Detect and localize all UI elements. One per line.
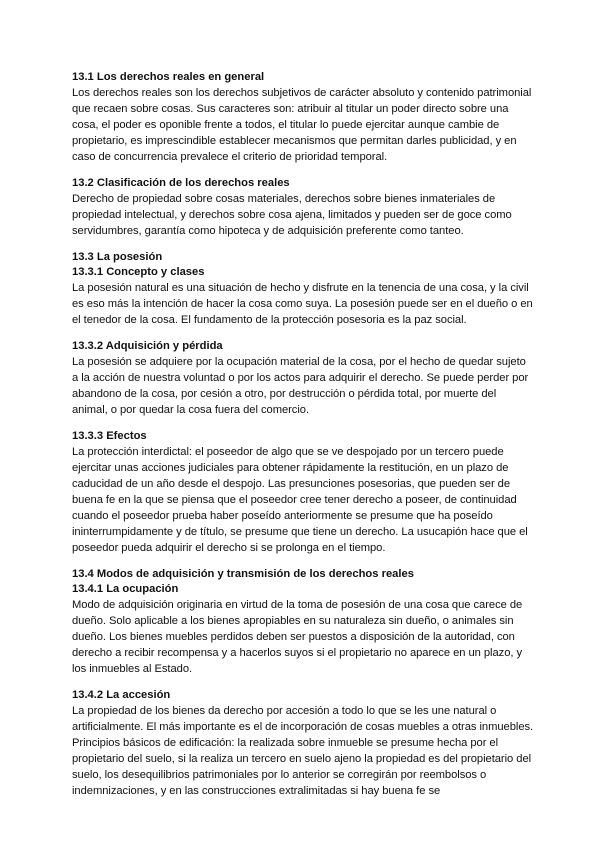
section-heading: 13.2 Clasificación de los derechos reales [72, 177, 290, 189]
section-13-3-2 [72, 339, 534, 418]
section-paragraph: La posesión se adquiere por la ocupación material de la cosa, por el hecho de quedar sujeto a la acción de nuestra voluntad o por los actos para adquirir el derecho. Se puede perder por abandono de la cosa, por cesión a otro, por destrucción o pérdida total, por muerte del animal, o por quedar la cosa fuera del comercio. [72, 356, 529, 416]
subsection-heading: 13.4.1 La ocupación [72, 583, 179, 595]
section-13-4-2 [72, 688, 534, 799]
section-heading: 13.3 La posesión [72, 251, 163, 263]
section-13-3 [72, 250, 534, 328]
subsection-heading: 13.3.3 Efectos [72, 430, 147, 442]
document-page [72, 70, 534, 810]
section-paragraph: Los derechos reales son los derechos subjetivos de carácter absoluto y contenido patrimonial que recaen sobre cosas. Sus caracteres son: atribuir al titular un poder directo sobre una cosa, el poder es oponible frente a todos, el titular lo puede ejercitar aunque cambie de propietario, es imprescindible establecer mecanismos que permitan darles publicidad, y en caso de concurrencia prevalece el criterio de prioridad temporal. [72, 87, 532, 163]
section-paragraph: Modo de adquisición originaria en virtud de la toma de posesión de una cosa que carece de dueño. Solo aplicable a los bienes apropiables en su naturaleza sin dueño, o animales sin dueño. Los bienes muebles perdidos deben ser puestos a disposición de la autoridad, con derecho a recibir recompensa y a hacerlos suyos si el propietario no aparece en un plazo, y los inmuebles al Estado. [72, 599, 523, 675]
section-paragraph: La posesión natural es una situación de hecho y disfrute en la tenencia de una cosa, y la civil es eso más la intención de hacer la cosa como suya. La posesión puede ser en el dueño o en el tenedor de la cosa. El fundamento de la protección posesoria es la paz social. [72, 282, 533, 326]
subsection-heading: 13.3.1 Concepto y clases [72, 266, 205, 278]
section-13-3-3 [72, 429, 534, 556]
section-heading: 13.1 Los derechos reales en general [72, 71, 265, 83]
section-13-4 [72, 567, 534, 677]
subsection-heading: 13.3.2 Adquisición y pérdida [72, 340, 223, 352]
section-paragraph: La propiedad de los bienes da derecho por accesión a todo lo que se les une natural o artificialmente. El más importante es el de incorporación de cosas muebles a otras inmuebles. Principios básicos de edificación: la realizada sobre inmueble se presume hecha por el propietario del suelo, si la realiza un tercero en suelo ajeno la propiedad es del propietario del suelo, los desequilibrios patrimoniales por lo anterior se corregirán por reembolsos o indemnizaciones, y en las construcciones extralimitadas si hay buena fe se [72, 705, 534, 797]
section-heading: 13.4 Modos de adquisición y transmisión de los derechos reales [72, 568, 414, 580]
section-paragraph: La protección interdictal: el poseedor de algo que se ve despojado por un tercero puede ejercitar unas acciones judiciales para obtener rápidamente la restitución, en un plazo de caducidad de un año desde el despojo. Las presunciones posesorias, que pueden ser de buena fe en la que se piensa que el poseedor cree tener derecho a poseer, de continuidad cuando el poseedor prueba haber poseído anteriormente se presume que ha poseído ininterrumpidamente y de título, se presume que tiene un derecho. La usucapión hace que el poseedor pueda adquirir el derecho si se prolonga en el tiempo. [72, 446, 528, 554]
section-13-2 [72, 176, 534, 239]
section-paragraph: Derecho de propiedad sobre cosas materiales, derechos sobre bienes inmateriales de propiedad intelectual, y derechos sobre cosa ajena, limitados y pueden ser de goce como servidumbres, garantía como hipoteca y de adquisición preferente como tanteo. [72, 193, 512, 237]
section-13-1 [72, 70, 534, 165]
subsection-heading: 13.4.2 La accesión [72, 689, 171, 701]
